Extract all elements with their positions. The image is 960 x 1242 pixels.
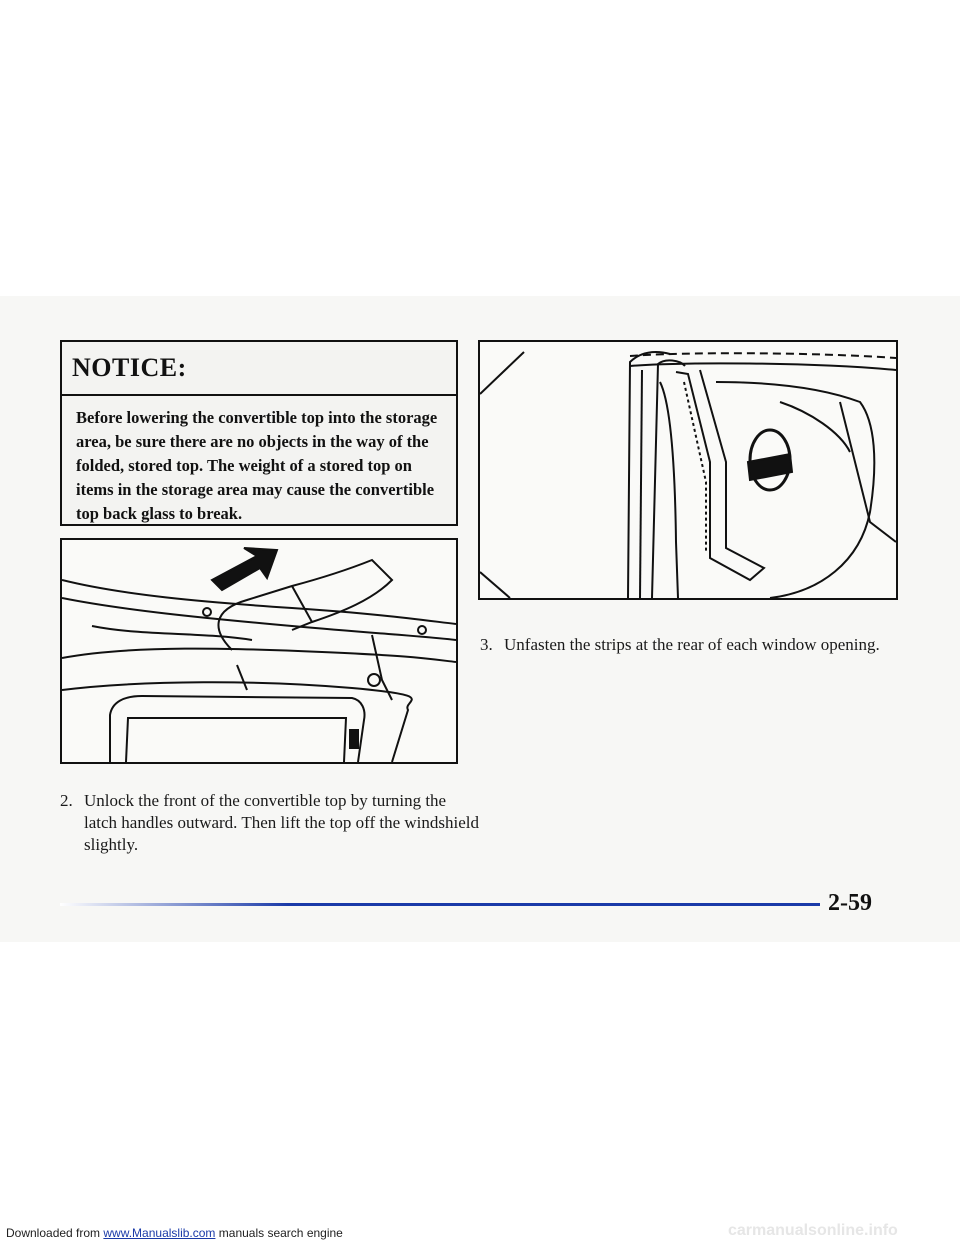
notice-box: [60, 340, 458, 526]
source-line: [6, 1226, 343, 1240]
latch-handle-illustration: [60, 538, 458, 764]
notice-body: Before lowering the convertible top into the storage area, be sure there are no objects in the way of the folded, stored top. The weight of a stored top on items in the storage area may cause the convertible top back glass to break.: [76, 408, 438, 523]
notice-title: NOTICE:: [72, 353, 187, 382]
step-item: [480, 634, 900, 656]
source-prefix: Downloaded from: [6, 1226, 104, 1240]
page-number: 2-59: [828, 890, 872, 916]
footer-rule: [60, 903, 820, 906]
step-number: 3.: [480, 635, 493, 654]
step-number: 2.: [60, 791, 73, 810]
step-item: [60, 790, 480, 856]
watermark: carmanualsonline.info: [728, 1222, 898, 1239]
notice-header: [62, 342, 456, 396]
step-text: Unfasten the strips at the rear of each window opening.: [504, 635, 880, 654]
step-text: Unlock the front of the convertible top by turning the latch handles outward. Then lift the top off the windshield slightly.: [84, 791, 480, 854]
source-suffix: manuals search engine: [215, 1226, 343, 1240]
window-strip-illustration: [478, 340, 898, 600]
source-link[interactable]: www.Manualslib.com: [103, 1226, 216, 1240]
